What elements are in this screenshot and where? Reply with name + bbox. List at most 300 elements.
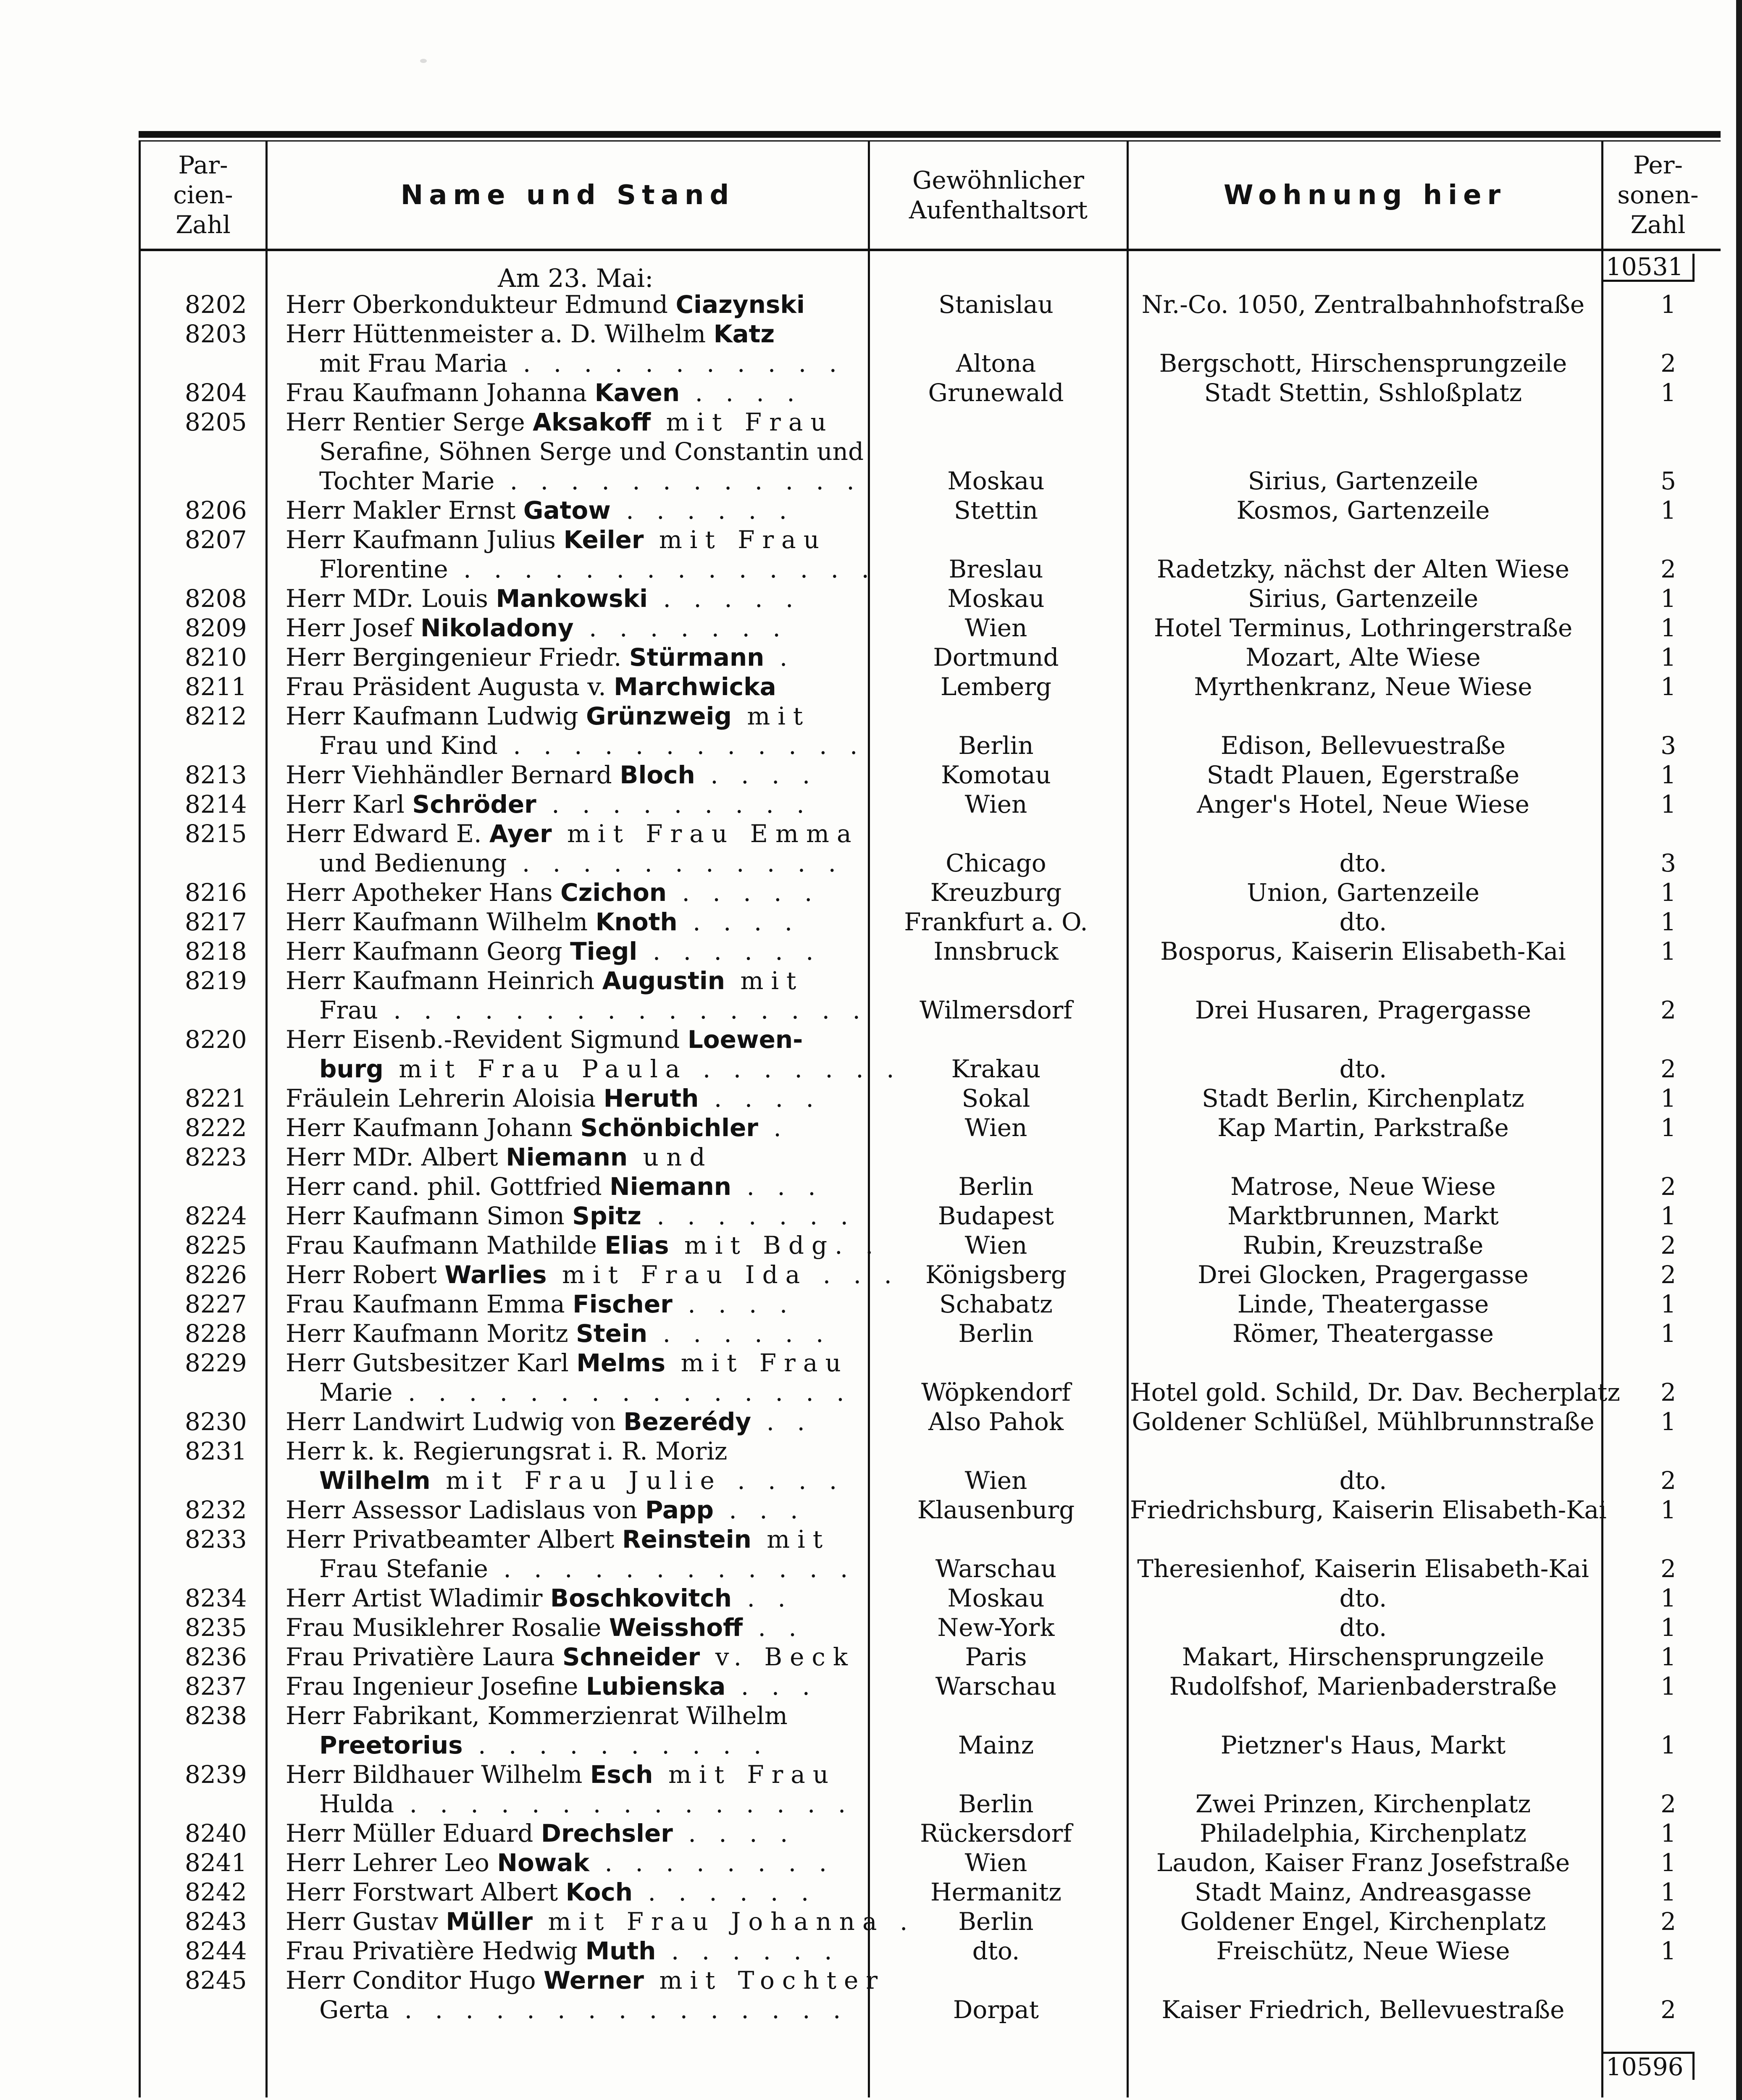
entry-name-tail: . . . . . . . . . . . . (488, 1554, 856, 1583)
entry-residence: Goldener Schlüßel, Mühlbrunnstraße (1132, 1407, 1595, 1436)
entry-name-tail: . . . . . . . . . (536, 790, 812, 819)
entry-name-tail: . . . . . . (637, 937, 821, 966)
entry-name-tail: . . . . . . . . . . . (507, 349, 845, 378)
entry-surname: Schneider (562, 1643, 700, 1671)
entry-name-tail: . . . (731, 1172, 823, 1201)
table-row (0, 1084, 1742, 1113)
entry-number: 8217 (185, 908, 247, 936)
entry-name (319, 848, 843, 878)
entry-persons: 1 (1661, 1848, 1676, 1877)
entry-number: 8209 (185, 614, 247, 642)
entry-name-text: Frau und Kind (319, 731, 498, 760)
entry-surname: Elias (604, 1231, 669, 1260)
entry-name-tail: mit Frau (653, 1760, 836, 1789)
entry-name-tail: . (758, 1113, 789, 1142)
entry-name-tail: . . . . (699, 1084, 821, 1113)
entry-persons: 1 (1661, 614, 1676, 642)
entry-surname: Müller (446, 1907, 533, 1936)
carried-total: 10531 (1601, 254, 1695, 282)
entry-residence: Myrthenkranz, Neue Wiese (1194, 672, 1532, 701)
entry-residence: Stadt Stettin, Sshloßplatz (1204, 378, 1522, 407)
entry-persons: 2 (1661, 349, 1676, 378)
entry-name (286, 1613, 804, 1642)
entry-name-tail: mit Tochter (644, 1966, 885, 1995)
entry-number: 8234 (185, 1584, 247, 1612)
entry-name (319, 1554, 855, 1583)
entry-name-tail: mit Frau (651, 408, 834, 436)
entry-residence: Laudon, Kaiser Franz Josefstraße (1156, 1848, 1570, 1877)
entry-name-tail: mit (725, 966, 804, 995)
entry-residence: Freischütz, Neue Wiese (1216, 1937, 1510, 1965)
entry-name (286, 1436, 727, 1466)
entry-name (286, 1936, 840, 1966)
table-row (0, 496, 1742, 525)
entry-name-text: Herr Apotheker Hans (286, 878, 561, 907)
entry-number: 8228 (185, 1319, 247, 1348)
entry-name (286, 1231, 880, 1260)
entry-number: 8215 (185, 819, 247, 848)
entry-surname: Papp (645, 1496, 714, 1524)
entry-number: 8204 (185, 378, 247, 407)
entry-residence: Hotel gold. Schild, Dr. Dav. Becherplatz (1130, 1378, 1620, 1407)
entry-name-text: Herr cand. phil. Gottfried (286, 1172, 610, 1201)
entry-persons: 1 (1661, 1407, 1676, 1436)
entry-origin: Warschau (935, 1672, 1057, 1701)
entry-residence: Kap Martin, Parkstraße (1217, 1113, 1509, 1142)
entry-origin: Wien (964, 1848, 1027, 1877)
entry-persons: 1 (1661, 1937, 1676, 1965)
entry-persons: 1 (1661, 878, 1676, 907)
entry-residence: Nr.-Co. 1050, Zentralbahnhofstraße (1141, 290, 1585, 319)
entry-name-text: Herr Landwirt Ludwig von (286, 1407, 624, 1436)
entry-name-tail: . . . . (677, 908, 800, 936)
entry-name-tail: . . . . . . . . . . . (507, 849, 844, 877)
entry-surname: Niemann (610, 1172, 732, 1201)
entry-name (286, 1289, 795, 1319)
entry-name-tail: . . . . . . (633, 1878, 817, 1906)
entry-number: 8241 (185, 1848, 247, 1877)
entry-persons: 2 (1661, 996, 1676, 1024)
table-row (0, 878, 1742, 907)
entry-name-text: Herr Kaufmann Wilhelm (286, 908, 596, 936)
entry-surname: burg (319, 1055, 384, 1083)
entry-residence: Pietzner's Haus, Markt (1220, 1731, 1506, 1759)
table-row (0, 1054, 1742, 1084)
entry-surname: Muth (585, 1937, 656, 1965)
entry-name-text: Fräulein Lehrerin Aloisia (286, 1084, 604, 1113)
entry-residence: Stadt Berlin, Kirchenplatz (1202, 1084, 1524, 1113)
entry-persons: 3 (1661, 849, 1676, 877)
entry-surname: Heruth (603, 1084, 699, 1113)
entry-name (286, 1495, 806, 1525)
entry-residence: Friedrichsburg, Kaiserin Elisabeth-Kai (1130, 1496, 1607, 1524)
entry-residence: Stadt Mainz, Andreasgasse (1194, 1878, 1532, 1906)
entry-name (286, 1583, 793, 1613)
entry-origin: Altona (956, 349, 1036, 378)
entry-surname: Bezerédy (623, 1407, 751, 1436)
table-row (0, 672, 1742, 701)
entry-number: 8237 (185, 1672, 247, 1701)
entry-surname: Warlies (444, 1260, 547, 1289)
top-rule (139, 131, 1721, 138)
table-row (0, 1113, 1742, 1142)
entry-residence: dto. (1339, 1613, 1387, 1642)
entry-name (286, 1760, 836, 1789)
entry-residence: dto. (1339, 1584, 1387, 1612)
table-row (0, 554, 1742, 584)
entry-name-text: Herr Robert (286, 1260, 445, 1289)
entry-persons: 2 (1661, 1466, 1676, 1495)
entry-name (286, 1642, 855, 1672)
entry-name-text: Florentine (319, 555, 448, 583)
table-row (0, 1760, 1742, 1789)
entry-name (319, 731, 865, 760)
entry-name-tail: mit Frau Emma (552, 819, 859, 848)
entry-persons: 1 (1661, 1084, 1676, 1113)
table-row (0, 1583, 1742, 1613)
entry-name (286, 319, 775, 349)
entry-origin: Berlin (958, 1319, 1034, 1348)
entry-surname: Niemann (506, 1143, 628, 1171)
entry-name (286, 584, 801, 613)
entry-residence: Union, Gartenzeile (1247, 878, 1479, 907)
entry-surname: Stürmann (629, 643, 765, 672)
entry-name (286, 1966, 885, 1995)
entry-surname: Nowak (497, 1848, 590, 1877)
entry-name-tail: . . . . . . . . . . . . (494, 467, 862, 495)
entry-name-text: Frau Kaufmann Mathilde (286, 1231, 605, 1260)
entry-name (319, 437, 864, 466)
entry-name (286, 378, 802, 407)
entry-persons: 2 (1661, 555, 1676, 583)
entry-origin: dto. (972, 1937, 1020, 1965)
entries-list (0, 290, 1742, 2024)
entry-number: 8242 (185, 1878, 247, 1906)
entry-surname: Marchwicka (614, 672, 776, 701)
entry-name-text: Herr Assessor Ladislaus von (286, 1496, 645, 1524)
entry-name-tail: . . . . . . . . . . . . . . . (392, 1378, 852, 1407)
entry-name-tail: . . . . (695, 761, 818, 789)
entry-name-tail: . . . . . . (656, 1937, 840, 1965)
entry-name-tail: . . (751, 1407, 812, 1436)
entry-name-text: Tochter Marie (319, 467, 495, 495)
table-row (0, 1319, 1742, 1348)
entry-name (286, 1525, 830, 1554)
entry-name (286, 760, 817, 790)
entry-name-text: Herr Hüttenmeister a. D. Wilhelm (286, 320, 714, 348)
final-total: 10596 (1601, 2052, 1695, 2080)
entry-persons: 1 (1661, 1496, 1676, 1524)
table-row (0, 1907, 1742, 1936)
entry-number: 8218 (185, 937, 247, 966)
entry-name-tail: . . . . . . (610, 496, 795, 525)
entry-surname: Boschkovitch (550, 1584, 732, 1612)
entry-name-text: Herr Eisenb.-Revident Sigmund (286, 1025, 688, 1054)
entry-number: 8226 (185, 1260, 247, 1289)
entry-name-text: Herr Gustav (286, 1907, 446, 1936)
entry-surname: Katz (713, 320, 775, 348)
table-row (0, 1025, 1742, 1054)
entry-name-tail: mit Bdg. . (669, 1231, 881, 1260)
table-row (0, 907, 1742, 937)
entry-residence: Rubin, Kreuzstraße (1243, 1231, 1484, 1260)
entry-name-tail: . . . (725, 1672, 818, 1701)
entry-number: 8244 (185, 1937, 247, 1965)
entry-number: 8230 (185, 1407, 247, 1436)
entry-persons: 2 (1661, 1231, 1676, 1260)
header-residence: Wohnung hier (1223, 179, 1507, 211)
entry-persons: 1 (1661, 378, 1676, 407)
entry-name-text: Herr Bildhauer Wilhelm (286, 1760, 590, 1789)
table-row (0, 1730, 1742, 1760)
entry-name-tail: mit Frau Paula . . . . . . . (383, 1055, 902, 1083)
entry-name-text: Marie (319, 1378, 393, 1407)
table-row (0, 613, 1742, 643)
entry-name-text: Herr Rentier Serge (286, 408, 533, 436)
entry-origin: Stettin (954, 496, 1038, 525)
entry-name-tail: . . . . . . . (641, 1202, 856, 1230)
entry-number: 8238 (185, 1701, 247, 1730)
entry-surname: Melms (576, 1349, 666, 1377)
entry-residence: Sirius, Gartenzeile (1248, 467, 1479, 495)
table-row (0, 1495, 1742, 1525)
entry-name-text: Herr Kaufmann Julius (286, 525, 564, 554)
entry-name-text: Frau Kaufmann Emma (286, 1290, 573, 1318)
entry-origin: Berlin (958, 731, 1034, 760)
table-row (0, 1877, 1742, 1907)
entry-origin: Paris (965, 1643, 1027, 1671)
entry-persons: 3 (1661, 731, 1676, 760)
entry-name-tail: . . . (713, 1496, 806, 1524)
entry-name (286, 819, 859, 848)
entry-origin: Königsberg (925, 1260, 1067, 1289)
entry-name-text: Serafine, Söhnen Serge und Constantin und (319, 437, 864, 466)
table-row (0, 1848, 1742, 1877)
entry-surname: Stein (576, 1319, 648, 1348)
table-row (0, 1995, 1742, 2024)
entry-residence: Anger's Hotel, Neue Wiese (1197, 790, 1529, 819)
entry-name-text: Herr k. k. Regierungsrat i. R. Moriz (286, 1437, 728, 1465)
entry-residence: Theresienhof, Kaiserin Elisabeth-Kai (1137, 1554, 1589, 1583)
entry-surname: Aksakoff (533, 408, 651, 436)
header-name: Name und Stand (400, 179, 735, 211)
entry-origin: Hermanitz (930, 1878, 1061, 1906)
entry-number: 8207 (185, 525, 247, 554)
entry-number: 8216 (185, 878, 247, 907)
entry-residence: Marktbrunnen, Markt (1227, 1202, 1499, 1230)
entry-name-text: Frau Stefanie (319, 1554, 488, 1583)
entry-persons: 1 (1661, 584, 1676, 613)
entry-residence: Makart, Hirschensprungzeile (1182, 1643, 1545, 1671)
entry-surname: Kaven (594, 378, 680, 407)
entry-origin: Rückersdorf (920, 1819, 1072, 1848)
entry-surname: Werner (543, 1966, 644, 1995)
entry-name-text: Frau Kaufmann Johanna (286, 378, 595, 407)
entry-name-text: Herr Edward E. (286, 819, 489, 848)
entry-surname: Weisshoff (609, 1613, 743, 1642)
entry-surname: Lubienska (586, 1672, 726, 1701)
entry-name-tail: mit Frau Ida . . . (547, 1260, 899, 1289)
entry-surname: Schröder (412, 790, 536, 819)
entry-residence: Hotel Terminus, Lothringerstraße (1153, 614, 1573, 642)
entry-surname: Loewen- (687, 1025, 803, 1054)
entry-persons: 1 (1661, 1731, 1676, 1759)
entry-name-text: Herr Kaufmann Simon (286, 1202, 573, 1230)
table-row (0, 466, 1742, 496)
entry-name-tail: . . . . . . . . . . . . . . (448, 555, 877, 583)
entry-name (319, 1378, 852, 1407)
entry-origin: Kreuzburg (930, 878, 1062, 907)
entry-number: 8212 (185, 702, 247, 730)
entry-origin: Wien (964, 1466, 1027, 1495)
entry-number: 8240 (185, 1819, 247, 1848)
table-row (0, 966, 1742, 995)
entry-name (286, 1113, 789, 1142)
entry-surname: Ciazynski (675, 290, 805, 319)
entry-number: 8203 (185, 320, 247, 348)
entry-number: 8223 (185, 1143, 247, 1171)
entry-number: 8205 (185, 408, 247, 436)
entry-name (286, 613, 788, 643)
table-row (0, 378, 1742, 407)
table-row (0, 1436, 1742, 1466)
entry-persons: 2 (1661, 1907, 1676, 1936)
entry-name (286, 1848, 834, 1877)
table-row (0, 1936, 1742, 1966)
entry-name-text: Frau (319, 996, 378, 1024)
entry-name-tail: mit (731, 702, 811, 730)
entry-name (286, 966, 804, 995)
header-persons: Per- sonen- Zahl (1617, 151, 1699, 239)
entry-residence: Matrose, Neue Wiese (1230, 1172, 1496, 1201)
entry-surname: Koch (565, 1878, 633, 1906)
entry-name-text: Herr Oberkondukteur Edmund (286, 290, 676, 319)
entry-origin: Budapest (938, 1202, 1054, 1230)
entry-origin: Wien (964, 614, 1027, 642)
entry-name-text: Herr Kaufmann Moritz (286, 1319, 576, 1348)
entry-name-tail: mit Frau (665, 1349, 849, 1377)
entry-persons: 1 (1661, 1878, 1676, 1906)
entry-persons: 1 (1661, 761, 1676, 789)
entry-residence: Sirius, Gartenzeile (1248, 584, 1479, 613)
table-row (0, 407, 1742, 437)
entry-name-text: Herr Kaufmann Johann (286, 1113, 581, 1142)
entry-name (286, 1819, 795, 1848)
entry-name (286, 1877, 816, 1907)
table-row (0, 1554, 1742, 1583)
entry-number: 8229 (185, 1349, 247, 1377)
entry-residence: Bosporus, Kaiserin Elisabeth-Kai (1160, 937, 1566, 966)
entry-residence: dto. (1339, 1466, 1387, 1495)
entry-persons: 1 (1661, 1584, 1676, 1612)
entry-number: 8227 (185, 1290, 247, 1318)
entry-residence: dto. (1339, 849, 1387, 877)
entry-number: 8213 (185, 761, 247, 789)
entry-residence: Bergschott, Hirschensprungzeile (1159, 349, 1567, 378)
entry-origin: Wilmersdorf (920, 996, 1072, 1024)
table-row (0, 1142, 1742, 1172)
table-row (0, 731, 1742, 760)
entry-name (319, 349, 844, 378)
entry-residence: Mozart, Alte Wiese (1245, 643, 1481, 672)
entry-name-text: Herr Josef (286, 614, 420, 642)
entry-name-tail: . . . . . . . . . . . . (497, 731, 865, 760)
entry-persons: 1 (1661, 643, 1676, 672)
entry-name-text: Herr MDr. Albert (286, 1143, 506, 1171)
entry-persons: 2 (1661, 1172, 1676, 1201)
smudge (420, 59, 427, 63)
entry-residence: Philadelphia, Kirchenplatz (1200, 1819, 1527, 1848)
entry-origin: Komotau (941, 761, 1051, 789)
entry-surname: Mankowski (496, 584, 648, 613)
entry-name-tail: mit Frau Julie . . . . (430, 1466, 845, 1495)
entry-name-text: Herr Kaufmann Ludwig (286, 702, 586, 730)
entry-origin: Wien (964, 1231, 1027, 1260)
entry-name-text: Herr Karl (286, 790, 413, 819)
table-row (0, 1701, 1742, 1730)
table-row (0, 290, 1742, 319)
entry-name-tail: . . . . (673, 1819, 796, 1848)
entry-name-text: Frau Musiklehrer Rosalie (286, 1613, 609, 1642)
table-row (0, 1613, 1742, 1642)
entry-name-tail: . . . . . (667, 878, 820, 907)
entry-surname: Augustin (602, 966, 725, 995)
entry-name-tail: . . . . . . . . . . . . . . . (389, 1995, 849, 2024)
entry-name-tail: . . . . . . . (573, 614, 788, 642)
entry-number: 8243 (185, 1907, 247, 1936)
table-row (0, 1172, 1742, 1201)
entry-residence: dto. (1339, 1055, 1387, 1083)
entry-name (286, 1025, 803, 1054)
entry-origin: Chicago (946, 849, 1046, 877)
entry-number: 8224 (185, 1202, 247, 1230)
entry-residence: Stadt Plauen, Egerstraße (1206, 761, 1520, 789)
entry-number: 8231 (185, 1437, 247, 1465)
entry-residence: Radetzky, nächst der Alten Wiese (1156, 555, 1570, 583)
entry-origin: Berlin (958, 1907, 1034, 1936)
entry-name-tail: . . . . (672, 1290, 795, 1318)
entry-name-tail: . . . . . (648, 584, 801, 613)
entry-origin: Warschau (935, 1554, 1057, 1583)
entry-persons: 1 (1661, 1202, 1676, 1230)
entry-persons: 2 (1661, 1995, 1676, 2024)
entry-name (286, 1084, 821, 1113)
entry-name-text: Frau Privatière Hedwig (286, 1937, 586, 1965)
entry-name-text: Herr Artist Wladimir (286, 1584, 550, 1612)
entry-name (319, 995, 868, 1025)
entry-name (319, 554, 877, 584)
entry-persons: 1 (1661, 1290, 1676, 1318)
entry-name-tail: mit Frau (644, 525, 827, 554)
entry-surname: Tiegl (570, 937, 638, 966)
entry-persons: 2 (1661, 1554, 1676, 1583)
table-row (0, 760, 1742, 790)
table-row (0, 1466, 1742, 1495)
entry-residence: Rudolfshof, Marienbaderstraße (1169, 1672, 1557, 1701)
table-row (0, 790, 1742, 819)
entry-surname: Spitz (572, 1202, 641, 1230)
entry-name-text: und Bedienung (319, 849, 507, 877)
entry-origin: Moskau (947, 467, 1045, 495)
entry-name-tail: . . . . . . . . . . . . . . . . (378, 996, 868, 1024)
entry-origin: Dortmund (933, 643, 1059, 672)
entry-residence: Goldener Engel, Kirchenplatz (1180, 1907, 1546, 1936)
entry-origin: Wien (964, 1113, 1027, 1142)
table-row (0, 1201, 1742, 1231)
entry-name (286, 1672, 817, 1701)
table-row (0, 1407, 1742, 1436)
entry-origin: Breslau (949, 555, 1043, 583)
